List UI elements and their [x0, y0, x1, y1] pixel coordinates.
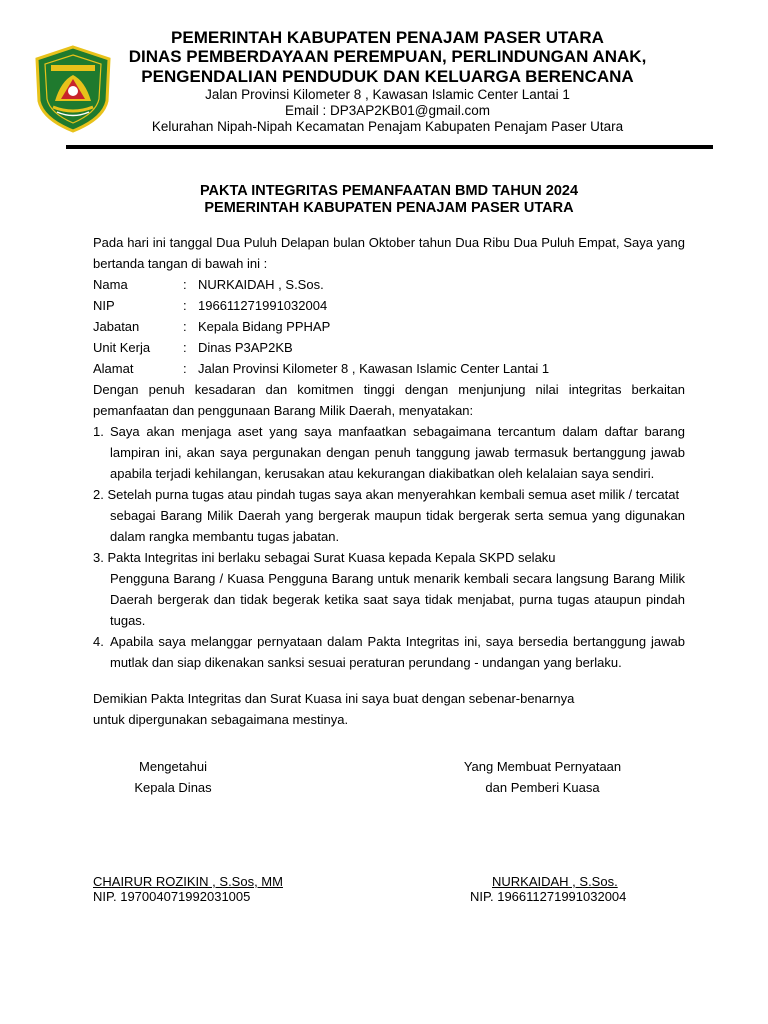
signature-right-caption: Yang Membuat Pernyataan	[463, 759, 622, 774]
point-text-rest: sebagai Barang Milik Daerah yang bergerak maupun tidak bergerak serta semua yang digunakan dalam rangka membantu tugas jabatan.	[110, 508, 685, 544]
point-number: 4.	[93, 634, 104, 649]
regency-crest-icon	[33, 45, 113, 133]
identity-label: Nama	[93, 277, 128, 292]
identity-value: 196611271991032004	[198, 298, 328, 313]
identity-colon: :	[183, 361, 187, 376]
letterhead-kelurahan: Kelurahan Nipah-Nipah Kecamatan Penajam Kabupaten Penajam Paser Utara	[151, 119, 624, 134]
signatory-left-nip: NIP. 197004071992031005	[93, 889, 251, 904]
identity-label: Jabatan	[93, 319, 140, 334]
statement-point-3	[93, 547, 685, 631]
identity-value: Dinas P3AP2KB	[198, 340, 293, 355]
identity-value: Jalan Provinsi Kilometer 8 , Kawasan Islamic Center Lantai 1	[198, 361, 550, 376]
signatory-right-nip: NIP. 196611271991032004	[470, 889, 627, 904]
point-text-first: Pakta Integritas ini berlaku sebagai Surat Kuasa kepada Kepala SKPD selaku	[107, 550, 556, 565]
document-body	[93, 232, 685, 730]
identity-row	[93, 358, 685, 379]
statement-point-4	[93, 631, 685, 673]
identity-label: NIP	[93, 298, 115, 313]
statement-intro: Dengan penuh kesadaran dan komitmen tinggi dengan menjunjung nilai integritas berkaitan pemanfaatan dan penggunaan Barang Milik Daerah, menyatakan:	[93, 382, 685, 418]
signature-block-right	[440, 756, 645, 798]
point-text-rest: Pengguna Barang / Kuasa Pengguna Barang untuk menarik kembali secara langsung Barang Milik Daerah bergerak dan tidak begerak ketika saat saya tidak menjabat, purna tugas ataupun pindah tugas.	[110, 571, 685, 628]
identity-label: Unit Kerja	[93, 340, 151, 355]
title-line1: PAKTA INTEGRITAS PEMANFAATAN BMD TAHUN 2024	[199, 183, 579, 199]
title-line2: PEMERINTAH KABUPATEN PENAJAM PASER UTARA	[204, 200, 574, 216]
identity-row	[93, 316, 685, 337]
identity-label: Alamat	[93, 361, 134, 376]
letterhead	[110, 28, 665, 135]
letterhead-government: PEMERINTAH KABUPATEN PENAJAM PASER UTARA	[171, 28, 604, 47]
signature-right-position: dan Pemberi Kuasa	[485, 780, 600, 795]
point-text: Saya akan menjaga aset yang saya manfaatkan sebagaimana tercantum dalam daftar barang lampiran ini, akan saya pergunakan dengan penuh tanggung jawab termasuk bertanggung jawab apabila terjadi kehilangan, kerusakan atau kekurangan diakibatkan oleh kelalaian saya sendiri.	[110, 424, 685, 481]
identity-colon: :	[183, 277, 187, 292]
letterhead-agency-line2: PENGENDALIAN PENDUDUK DAN KELUARGA BERENCANA	[141, 67, 634, 86]
point-text-first: Setelah purna tugas atau pindah tugas saya akan menyerahkan kembali semua aset milik / tercatat	[107, 487, 680, 502]
point-number: 3.	[93, 550, 104, 565]
signatory-right	[470, 874, 626, 904]
letterhead-address: Jalan Provinsi Kilometer 8 , Kawasan Islamic Center Lantai 1	[205, 87, 570, 102]
document-title	[93, 183, 685, 217]
signatory-left-name: CHAIRUR ROZIKIN , S.Sos, MM	[93, 874, 283, 889]
statement-point-2	[93, 484, 685, 547]
signature-left-caption: Mengetahui	[139, 759, 207, 774]
identity-colon: :	[183, 340, 187, 355]
identity-colon: :	[183, 319, 187, 334]
letterhead-divider	[66, 145, 713, 149]
identity-value: Kepala Bidang PPHAP	[198, 319, 331, 334]
closing-line1: Demikian Pakta Integritas dan Surat Kuasa ini saya buat dengan sebenar-benarnya	[93, 691, 575, 706]
letterhead-agency-line1: DINAS PEMBERDAYAAN PEREMPUAN, PERLINDUNGAN ANAK,	[128, 47, 647, 66]
closing-line2: untuk dipergunakan sebagaimana mestinya.	[93, 712, 349, 727]
letterhead-email: Email : DP3AP2KB01@gmail.com	[284, 103, 491, 118]
signature-left-position: Kepala Dinas	[134, 780, 212, 795]
identity-row	[93, 274, 685, 295]
point-number: 2.	[93, 487, 104, 502]
signatory-left	[93, 874, 283, 904]
identity-value: NURKAIDAH , S.Sos.	[198, 277, 324, 292]
statement-point-1	[93, 421, 685, 484]
intro-paragraph: Pada hari ini tanggal Dua Puluh Delapan bulan Oktober tahun Dua Ribu Dua Puluh Empat, Saya yang bertanda tangan di bawah ini :	[93, 235, 685, 271]
identity-colon: :	[183, 298, 187, 313]
closing-paragraph	[93, 688, 685, 730]
signatory-right-name: NURKAIDAH , S.Sos.	[492, 874, 618, 889]
point-text: Apabila saya melanggar pernyataan dalam Pakta Integritas ini, saya bersedia bertanggung jawab mutlak dan siap dikenakan sanksi sesuai peraturan perundang - undangan yang berlaku.	[110, 634, 685, 670]
identity-row	[93, 337, 685, 358]
identity-table	[93, 274, 685, 379]
point-number: 1.	[93, 424, 104, 439]
identity-row	[93, 295, 685, 316]
signature-block-left	[93, 756, 253, 798]
